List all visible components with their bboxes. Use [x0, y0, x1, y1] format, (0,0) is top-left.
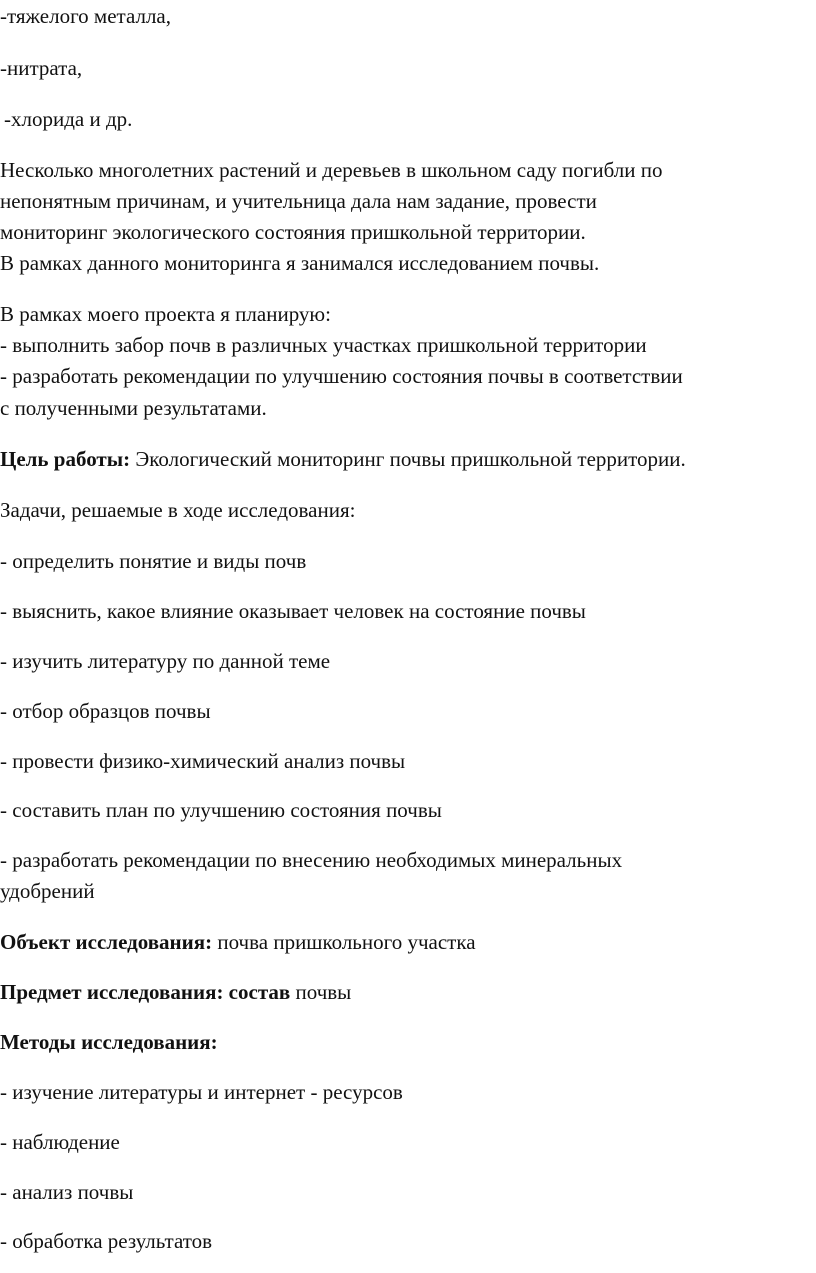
- plan-intro: В рамках моего проекта я планирую:: [0, 302, 331, 326]
- paragraph-line: Несколько многолетних растений и деревьев в школьном саду погибли по: [0, 158, 663, 182]
- paragraph-line: непонятным причинам, и учительница дала нам задание, провести: [0, 189, 597, 213]
- task-item: удобрений: [0, 879, 95, 903]
- task-item: - составить план по улучшению состояния почвы: [0, 798, 442, 822]
- tasks-intro: Задачи, решаемые в ходе исследования:: [0, 498, 356, 522]
- paragraph-line: мониторинг экологического состояния пришкольной территории.: [0, 220, 586, 244]
- intro-list-item: -тяжелого металла,: [0, 4, 172, 28]
- object-label: Объект исследования:: [0, 930, 213, 954]
- paragraph-line: В рамках данного мониторинга я занимался исследованием почвы.: [0, 251, 600, 275]
- subject-label: Предмет исследования: состав: [0, 980, 291, 1004]
- task-item: - выяснить, какое влияние оказывает человек на состояние почвы: [0, 599, 586, 623]
- object-line: [0, 929, 476, 955]
- task-item: - разработать рекомендации по внесению необходимых минеральных: [0, 848, 623, 872]
- task-item: - провести физико-химический анализ почвы: [0, 749, 406, 773]
- task-item: - отбор образцов почвы: [0, 699, 211, 723]
- goal-text: Экологический мониторинг почвы пришкольной территории.: [130, 447, 686, 471]
- goal-line: [0, 446, 686, 472]
- methods-label: Методы исследования:: [0, 1030, 218, 1054]
- task-item: - определить понятие и виды почв: [0, 549, 307, 573]
- subject-line: [0, 979, 351, 1005]
- plan-item: - разработать рекомендации по улучшению состояния почвы в соответствии: [0, 364, 683, 388]
- object-text: почва пришкольного участка: [212, 930, 476, 954]
- plan-item: - выполнить забор почв в различных участках пришкольной территории: [0, 333, 647, 357]
- method-item: - анализ почвы: [0, 1180, 134, 1204]
- subject-text: почвы: [290, 980, 352, 1004]
- task-item: - изучить литературу по данной теме: [0, 649, 331, 673]
- intro-list-item: -нитрата,: [0, 56, 83, 80]
- method-item: - обработка результатов: [0, 1229, 213, 1253]
- plan-item: с полученными результатами.: [0, 396, 267, 420]
- method-item: - наблюдение: [0, 1130, 120, 1154]
- goal-label: Цель работы:: [0, 447, 131, 471]
- methods-heading: [0, 1029, 218, 1055]
- method-item: - изучение литературы и интернет - ресурсов: [0, 1080, 403, 1104]
- intro-list-item: -хлорида и др.: [4, 107, 133, 131]
